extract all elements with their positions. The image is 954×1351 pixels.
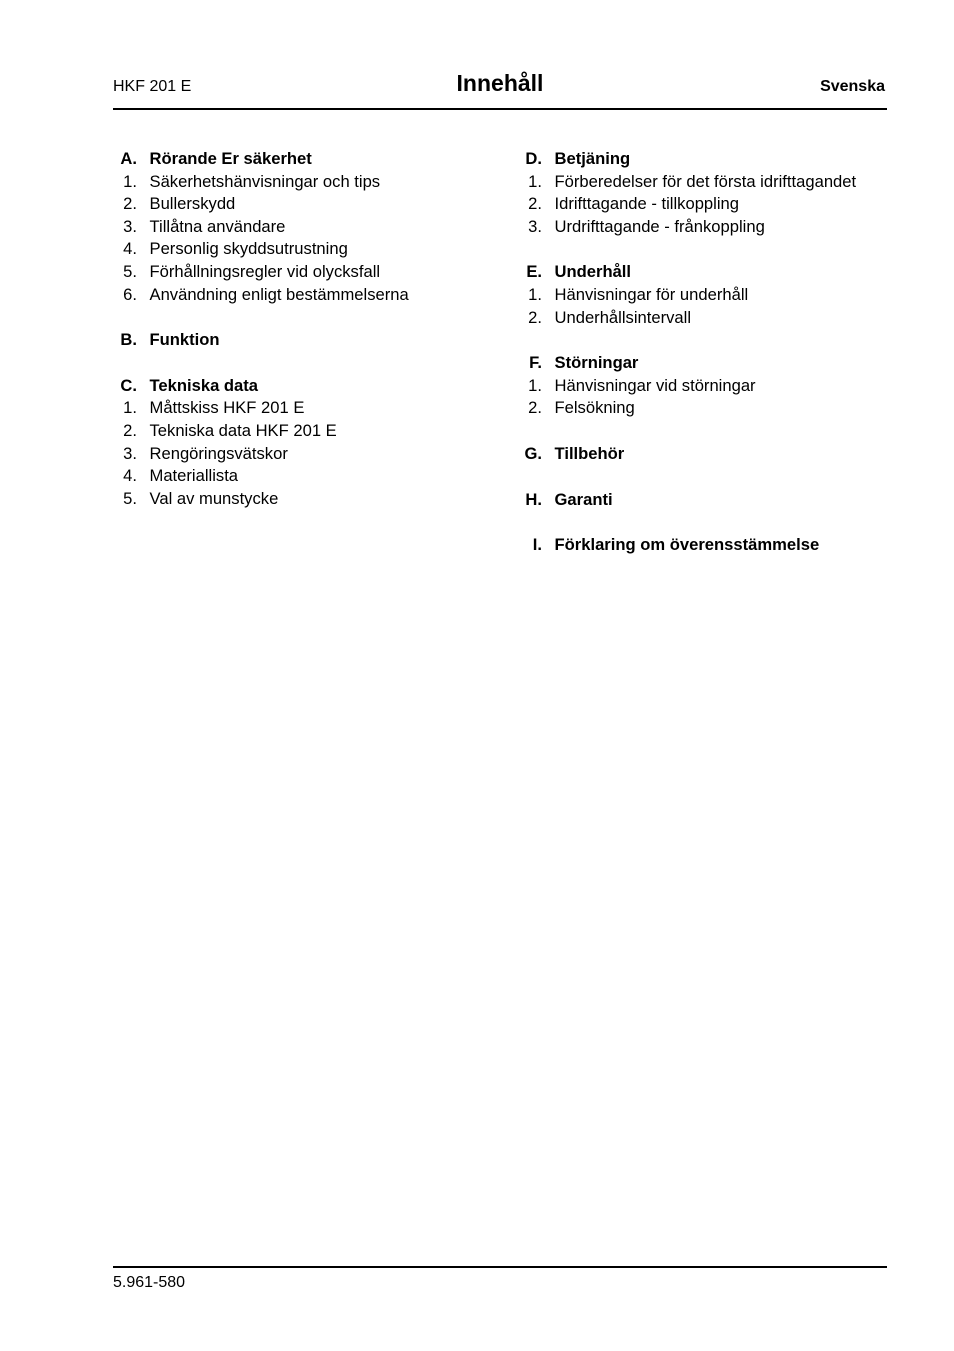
toc-entry-number: 2.: [528, 398, 542, 418]
toc-entry-number: 1.: [123, 171, 137, 191]
page-footer: [113, 1266, 887, 1291]
toc-entry-label: Idrifttagande - tillkoppling: [554, 194, 739, 214]
toc-entry-number: 3.: [123, 443, 137, 463]
toc-entry-number: 3.: [528, 216, 542, 236]
toc-entry-label: Felsökning: [554, 398, 635, 418]
toc-entry[interactable]: [113, 284, 493, 307]
toc-section-title: Underhåll: [554, 262, 632, 282]
toc-right-column: [518, 148, 888, 580]
toc-section-letter: E.: [526, 262, 542, 282]
toc-section-letter: F.: [529, 353, 542, 373]
toc-section-title: Förklaring om överensstämmelse: [554, 535, 820, 555]
toc-entry-label: Val av munstycke: [149, 488, 279, 508]
toc-entry[interactable]: [113, 443, 493, 466]
toc-section: [113, 375, 493, 511]
language-label: Svenska: [820, 78, 885, 95]
toc-entry[interactable]: [113, 238, 493, 261]
toc-section-heading[interactable]: [518, 352, 888, 375]
document-number: 5.961-580: [113, 1274, 186, 1291]
toc-section-letter: A.: [120, 149, 137, 168]
toc-entry-number: 1.: [528, 171, 542, 191]
toc-section: [518, 489, 888, 512]
toc-entry-number: 1.: [528, 375, 542, 395]
toc-entry-number: 6.: [123, 284, 137, 304]
toc-section-title: Funktion: [149, 330, 220, 350]
toc-entry-label: Tekniska data HKF 201 E: [149, 420, 337, 440]
toc-entry[interactable]: [113, 465, 493, 488]
toc-section-heading[interactable]: [518, 148, 888, 171]
toc-entry-label: Förberedelser för det första idrifttagandet: [554, 171, 857, 191]
toc-section-title: Betjäning: [554, 149, 631, 168]
toc-entry-label: Tillåtna användare: [149, 216, 286, 236]
toc-entry[interactable]: [113, 193, 493, 216]
toc-entry-label: Hänvisningar för underhåll: [554, 284, 749, 304]
page-title: Innehåll: [456, 70, 544, 96]
toc-entry-label: Rengöringsvätskor: [149, 443, 288, 463]
toc-section: [518, 352, 888, 420]
toc-section-letter: B.: [120, 330, 137, 350]
toc-section-heading[interactable]: [518, 489, 888, 512]
toc-section-heading[interactable]: [518, 534, 888, 557]
toc-section: [518, 261, 888, 329]
toc-entry-label: Urdrifttagande - frånkoppling: [554, 216, 765, 236]
toc-entry[interactable]: [113, 171, 493, 194]
toc-section-heading[interactable]: [113, 329, 493, 352]
toc-entry-number: 5.: [123, 488, 137, 508]
toc-entry-label: Måttskiss HKF 201 E: [149, 398, 305, 418]
toc-entry-number: 2.: [123, 420, 137, 440]
toc-section-heading[interactable]: [518, 443, 888, 466]
toc-entry-number: 4.: [123, 239, 137, 259]
toc-entry-number: 4.: [123, 466, 137, 486]
page-header: [113, 68, 887, 110]
toc-entry[interactable]: [518, 171, 888, 194]
toc-section-heading[interactable]: [113, 148, 493, 171]
toc-entry[interactable]: [518, 216, 888, 239]
toc-section-title: Tekniska data: [149, 375, 259, 395]
toc-entry-number: 2.: [528, 307, 542, 327]
toc-section-letter: H.: [525, 489, 542, 509]
toc-section: [113, 148, 493, 306]
toc-entry-number: 2.: [123, 194, 137, 214]
toc-entry-number: 5.: [123, 261, 137, 281]
toc-entry-label: Säkerhetshänvisningar och tips: [149, 171, 381, 191]
toc-entry[interactable]: [518, 193, 888, 216]
toc-section-heading[interactable]: [518, 261, 888, 284]
toc-section-heading[interactable]: [113, 375, 493, 398]
toc-section: [518, 148, 888, 238]
toc-entry-number: 2.: [528, 194, 542, 214]
toc-entry-label: Förhållningsregler vid olycksfall: [149, 261, 381, 281]
toc-entry-label: Användning enligt bestämmelserna: [149, 284, 409, 304]
toc-entry[interactable]: [113, 488, 493, 511]
toc-section-letter: I.: [532, 535, 542, 555]
toc-entry-number: 1.: [528, 284, 542, 304]
toc-section-title: Garanti: [554, 489, 613, 509]
toc-section: [518, 443, 888, 466]
toc-section-title: Rörande Er säkerhet: [149, 149, 312, 168]
toc-section: [113, 329, 493, 352]
toc-entry-number: 3.: [123, 216, 137, 236]
model-name: HKF 201 E: [113, 78, 192, 95]
toc-entry[interactable]: [113, 397, 493, 420]
toc-section-letter: G.: [524, 443, 542, 463]
toc-section-title: Störningar: [554, 353, 639, 373]
toc-entry-label: Personlig skyddsutrustning: [149, 239, 348, 259]
toc-left-column: [113, 148, 493, 533]
toc-entry[interactable]: [518, 284, 888, 307]
toc-entry[interactable]: [518, 375, 888, 398]
toc-section-letter: C.: [120, 375, 137, 395]
toc-entry-label: Materiallista: [149, 466, 239, 486]
toc-entry[interactable]: [518, 307, 888, 330]
toc-section: [518, 534, 888, 557]
toc-section-title: Tillbehör: [554, 443, 625, 463]
toc-entry-number: 1.: [123, 398, 137, 418]
toc-entry[interactable]: [113, 420, 493, 443]
toc-entry-label: Hänvisningar vid störningar: [554, 375, 756, 395]
toc-entry[interactable]: [113, 216, 493, 239]
toc-entry-label: Underhållsintervall: [554, 307, 692, 327]
toc-entry-label: Bullerskydd: [149, 194, 236, 214]
toc-entry[interactable]: [113, 261, 493, 284]
toc-section-letter: D.: [525, 149, 542, 168]
toc-entry[interactable]: [518, 397, 888, 420]
